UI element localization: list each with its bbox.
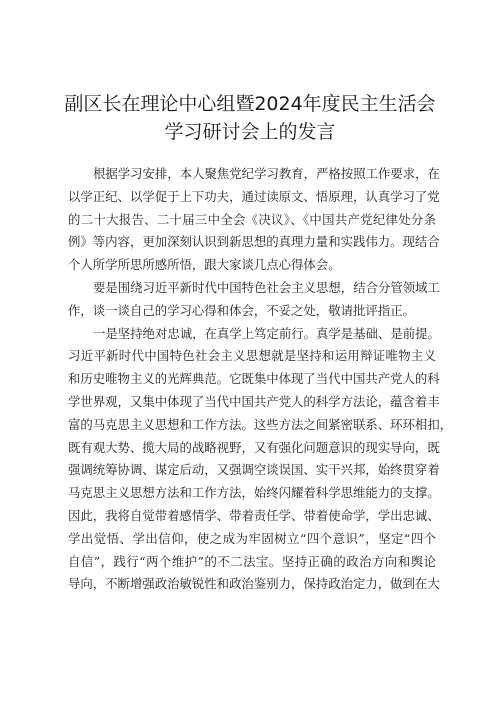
body-line: 富的马克思主义思想和工作方法。这些方法之间紧密联系、环环相扣， — [68, 416, 453, 432]
body-line: 马克思主义思想方法和工作方法，始终闪耀着科学思维能力的支撑。 — [68, 485, 440, 501]
body-line: 学出觉悟、学出信仰，使之成为牢固树立“四个意识”，坚定“四个 — [68, 530, 436, 546]
body-line: 导向，不断增强政治敏锐性和政治鉴别力，保持政治定力，做到在大 — [68, 576, 440, 592]
document-title-line-2: 学习研讨会上的发言 — [164, 121, 336, 143]
body-line: 作，谈一谈自己的学习心得和体会，不妥之处，敬请批评指正。 — [68, 302, 415, 318]
body-line: 个人所学所思所感所悟，跟大家谈几点心得体会。 — [68, 257, 341, 273]
body-line: 根据学习安排，本人聚焦党纪学习教育，严格按照工作要求，在 — [93, 166, 440, 181]
body-line: 一是坚持绝对忠诚，在真学上笃定前行。真学是基础、是前提。 — [93, 325, 440, 341]
body-line: 的二十大报告、二十届三中全会《决议》、《中国共产党纪律处分条 — [68, 211, 436, 227]
body-line: 和历史唯物主义的光辉典范。它既集中体现了当代中国共产党人的科 — [68, 371, 440, 387]
body-line: 既有观大势、揽大局的战略视野，又有强化问题意识的现实导向，既 — [68, 439, 440, 455]
body-line: 自信”，践行“两个维护”的不二法宝。坚持正确的政治方向和舆论 — [68, 553, 436, 569]
document-body — [68, 163, 453, 596]
body-line: 学世界观，又集中体现了当代中国共产党人的科学方法论，蕴含着丰 — [68, 393, 440, 409]
document-title-line-1: 副区长在理论中心组暨2024年度民主生活会 — [64, 93, 436, 115]
body-line: 因此，我将自觉带着感情学、带着责任学、带着使命学，学出忠诚、 — [68, 507, 440, 523]
body-line: 要是围绕习近平新时代中国特色社会主义思想，结合分管领域工 — [93, 279, 440, 295]
body-line: 习近平新时代中国特色社会主义思想就是坚持和运用辩证唯物主义 — [68, 348, 436, 364]
body-line: 以学正纪、以学促于上下功夫，通过读原文、悟原理，认真学习了党 — [68, 188, 440, 204]
body-line: 例》等内容，更加深刻认识到新思想的真理力量和实践伟力。现结合 — [68, 234, 440, 250]
body-line: 强调统筹协调、谋定后动，又强调空谈误国、实干兴邦，始终贯穿着 — [68, 462, 440, 478]
